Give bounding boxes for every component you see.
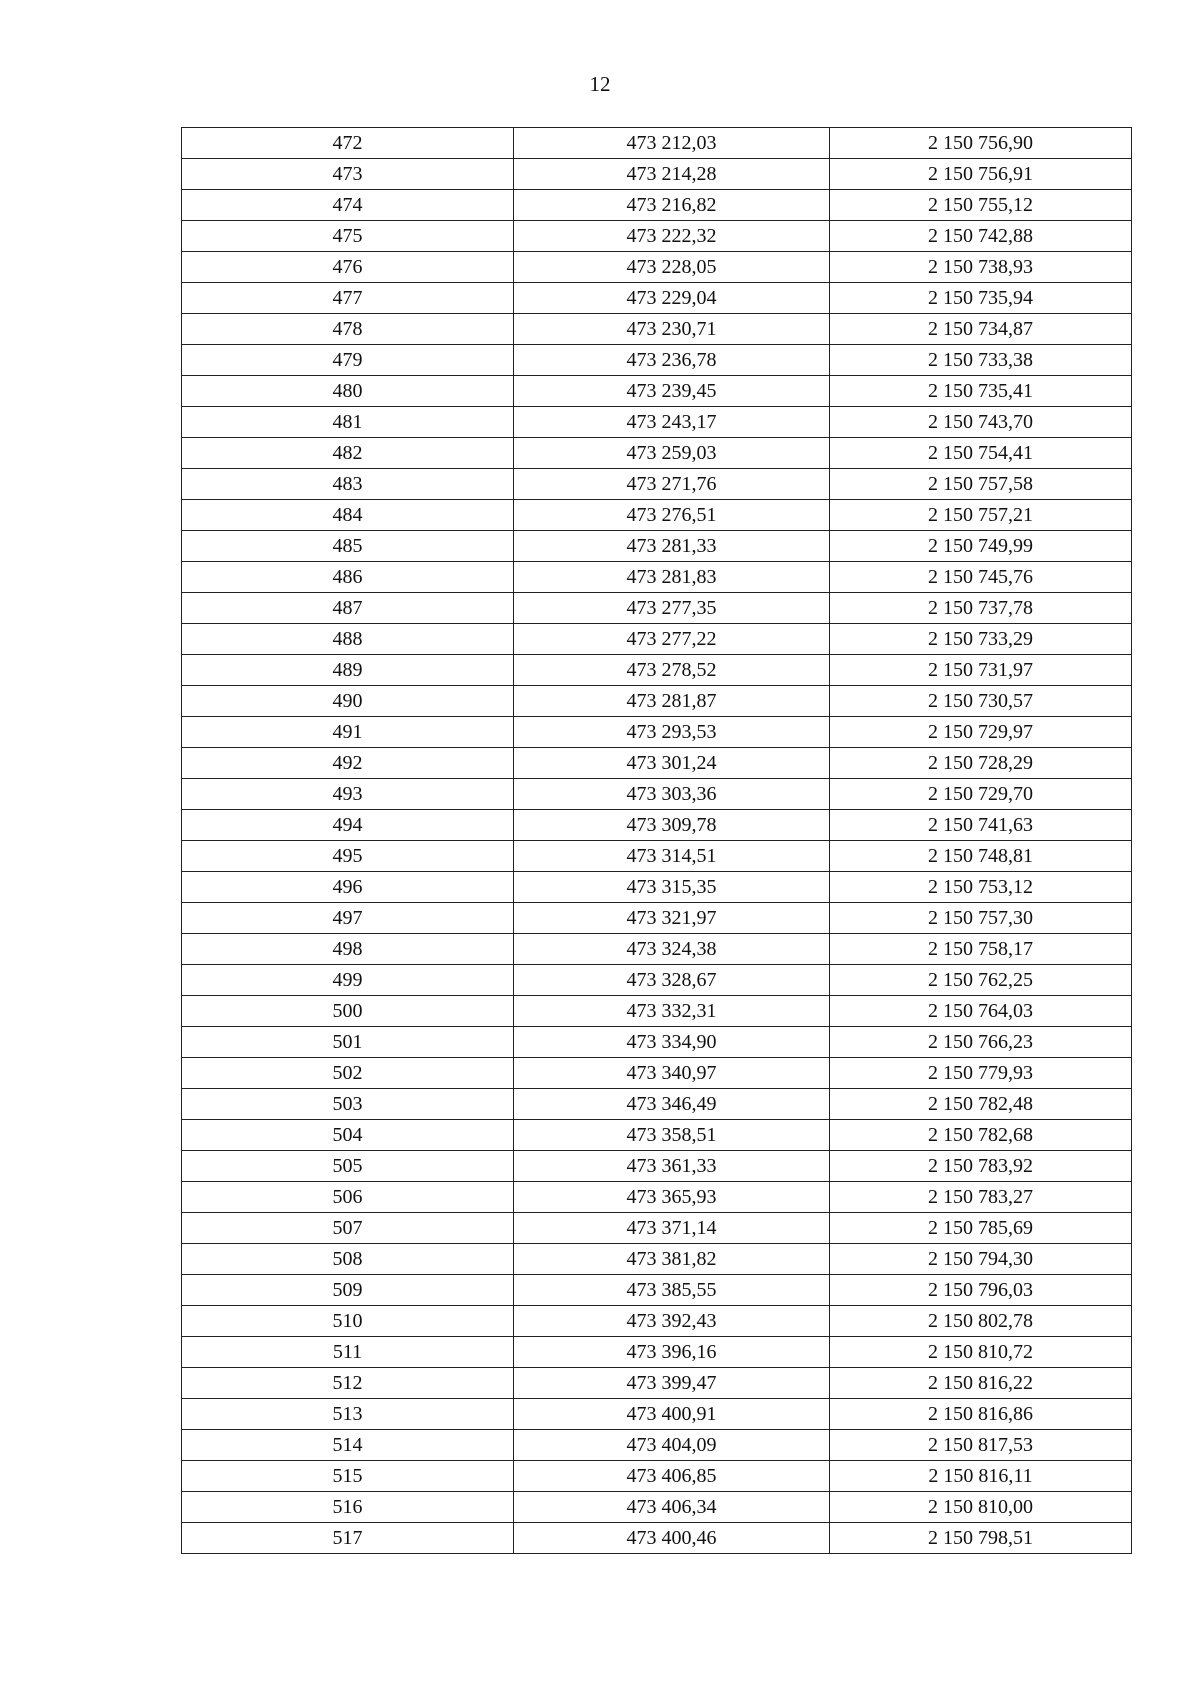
x-coordinate-cell: 473 277,22 xyxy=(514,624,830,655)
y-coordinate-cell: 2 150 757,30 xyxy=(830,903,1132,934)
point-number-cell: 506 xyxy=(182,1182,514,1213)
table-row xyxy=(182,1058,1132,1089)
point-number-cell: 500 xyxy=(182,996,514,1027)
y-coordinate-cell: 2 150 742,88 xyxy=(830,221,1132,252)
point-number-cell: 505 xyxy=(182,1151,514,1182)
point-number-cell: 477 xyxy=(182,283,514,314)
point-number-cell: 513 xyxy=(182,1399,514,1430)
point-number-cell: 504 xyxy=(182,1120,514,1151)
table-row xyxy=(182,562,1132,593)
table-row xyxy=(182,376,1132,407)
point-number-cell: 510 xyxy=(182,1306,514,1337)
table-row xyxy=(182,996,1132,1027)
table-row xyxy=(182,531,1132,562)
x-coordinate-cell: 473 277,35 xyxy=(514,593,830,624)
y-coordinate-cell: 2 150 816,11 xyxy=(830,1461,1132,1492)
table-row xyxy=(182,1213,1132,1244)
point-number-cell: 491 xyxy=(182,717,514,748)
y-coordinate-cell: 2 150 754,41 xyxy=(830,438,1132,469)
x-coordinate-cell: 473 276,51 xyxy=(514,500,830,531)
y-coordinate-cell: 2 150 743,70 xyxy=(830,407,1132,438)
x-coordinate-cell: 473 346,49 xyxy=(514,1089,830,1120)
point-number-cell: 487 xyxy=(182,593,514,624)
y-coordinate-cell: 2 150 783,92 xyxy=(830,1151,1132,1182)
point-number-cell: 473 xyxy=(182,159,514,190)
y-coordinate-cell: 2 150 810,72 xyxy=(830,1337,1132,1368)
table-row xyxy=(182,655,1132,686)
y-coordinate-cell: 2 150 816,22 xyxy=(830,1368,1132,1399)
y-coordinate-cell: 2 150 816,86 xyxy=(830,1399,1132,1430)
x-coordinate-cell: 473 400,91 xyxy=(514,1399,830,1430)
table-row xyxy=(182,190,1132,221)
y-coordinate-cell: 2 150 756,90 xyxy=(830,128,1132,159)
table-row xyxy=(182,841,1132,872)
table-row xyxy=(182,810,1132,841)
x-coordinate-cell: 473 230,71 xyxy=(514,314,830,345)
x-coordinate-cell: 473 281,87 xyxy=(514,686,830,717)
table-row xyxy=(182,252,1132,283)
x-coordinate-cell: 473 328,67 xyxy=(514,965,830,996)
x-coordinate-cell: 473 271,76 xyxy=(514,469,830,500)
y-coordinate-cell: 2 150 749,99 xyxy=(830,531,1132,562)
y-coordinate-cell: 2 150 810,00 xyxy=(830,1492,1132,1523)
x-coordinate-cell: 473 239,45 xyxy=(514,376,830,407)
table-row xyxy=(182,779,1132,810)
y-coordinate-cell: 2 150 785,69 xyxy=(830,1213,1132,1244)
y-coordinate-cell: 2 150 764,03 xyxy=(830,996,1132,1027)
point-number-cell: 497 xyxy=(182,903,514,934)
x-coordinate-cell: 473 381,82 xyxy=(514,1244,830,1275)
point-number-cell: 474 xyxy=(182,190,514,221)
table-row xyxy=(182,1244,1132,1275)
y-coordinate-cell: 2 150 735,41 xyxy=(830,376,1132,407)
point-number-cell: 509 xyxy=(182,1275,514,1306)
x-coordinate-cell: 473 406,34 xyxy=(514,1492,830,1523)
y-coordinate-cell: 2 150 794,30 xyxy=(830,1244,1132,1275)
point-number-cell: 476 xyxy=(182,252,514,283)
x-coordinate-cell: 473 334,90 xyxy=(514,1027,830,1058)
table-row xyxy=(182,469,1132,500)
table-row xyxy=(182,1275,1132,1306)
x-coordinate-cell: 473 281,33 xyxy=(514,531,830,562)
point-number-cell: 488 xyxy=(182,624,514,655)
point-number-cell: 517 xyxy=(182,1523,514,1554)
point-number-cell: 495 xyxy=(182,841,514,872)
point-number-cell: 503 xyxy=(182,1089,514,1120)
point-number-cell: 507 xyxy=(182,1213,514,1244)
table-row xyxy=(182,345,1132,376)
x-coordinate-cell: 473 236,78 xyxy=(514,345,830,376)
table-row xyxy=(182,872,1132,903)
x-coordinate-cell: 473 358,51 xyxy=(514,1120,830,1151)
y-coordinate-cell: 2 150 817,53 xyxy=(830,1430,1132,1461)
table-row xyxy=(182,438,1132,469)
table-row xyxy=(182,686,1132,717)
x-coordinate-cell: 473 281,83 xyxy=(514,562,830,593)
point-number-cell: 479 xyxy=(182,345,514,376)
point-number-cell: 475 xyxy=(182,221,514,252)
y-coordinate-cell: 2 150 748,81 xyxy=(830,841,1132,872)
y-coordinate-cell: 2 150 766,23 xyxy=(830,1027,1132,1058)
point-number-cell: 501 xyxy=(182,1027,514,1058)
table-row xyxy=(182,1523,1132,1554)
point-number-cell: 516 xyxy=(182,1492,514,1523)
table-row xyxy=(182,1461,1132,1492)
point-number-cell: 481 xyxy=(182,407,514,438)
y-coordinate-cell: 2 150 782,68 xyxy=(830,1120,1132,1151)
x-coordinate-cell: 473 406,85 xyxy=(514,1461,830,1492)
x-coordinate-cell: 473 214,28 xyxy=(514,159,830,190)
y-coordinate-cell: 2 150 734,87 xyxy=(830,314,1132,345)
point-number-cell: 478 xyxy=(182,314,514,345)
y-coordinate-cell: 2 150 729,70 xyxy=(830,779,1132,810)
x-coordinate-cell: 473 392,43 xyxy=(514,1306,830,1337)
point-number-cell: 512 xyxy=(182,1368,514,1399)
table-row xyxy=(182,1151,1132,1182)
table-row xyxy=(182,934,1132,965)
y-coordinate-cell: 2 150 796,03 xyxy=(830,1275,1132,1306)
x-coordinate-cell: 473 303,36 xyxy=(514,779,830,810)
x-coordinate-cell: 473 396,16 xyxy=(514,1337,830,1368)
point-number-cell: 499 xyxy=(182,965,514,996)
point-number-cell: 480 xyxy=(182,376,514,407)
table-row xyxy=(182,593,1132,624)
table-row xyxy=(182,717,1132,748)
x-coordinate-cell: 473 259,03 xyxy=(514,438,830,469)
y-coordinate-cell: 2 150 756,91 xyxy=(830,159,1132,190)
point-number-cell: 492 xyxy=(182,748,514,779)
x-coordinate-cell: 473 229,04 xyxy=(514,283,830,314)
table-row xyxy=(182,1120,1132,1151)
x-coordinate-cell: 473 216,82 xyxy=(514,190,830,221)
x-coordinate-cell: 473 212,03 xyxy=(514,128,830,159)
x-coordinate-cell: 473 315,35 xyxy=(514,872,830,903)
y-coordinate-cell: 2 150 729,97 xyxy=(830,717,1132,748)
table-row xyxy=(182,159,1132,190)
x-coordinate-cell: 473 404,09 xyxy=(514,1430,830,1461)
table-row xyxy=(182,1089,1132,1120)
table-row xyxy=(182,283,1132,314)
point-number-cell: 482 xyxy=(182,438,514,469)
x-coordinate-cell: 473 314,51 xyxy=(514,841,830,872)
point-number-cell: 511 xyxy=(182,1337,514,1368)
x-coordinate-cell: 473 301,24 xyxy=(514,748,830,779)
y-coordinate-cell: 2 150 733,29 xyxy=(830,624,1132,655)
x-coordinate-cell: 473 278,52 xyxy=(514,655,830,686)
y-coordinate-cell: 2 150 779,93 xyxy=(830,1058,1132,1089)
y-coordinate-cell: 2 150 753,12 xyxy=(830,872,1132,903)
y-coordinate-cell: 2 150 741,63 xyxy=(830,810,1132,841)
y-coordinate-cell: 2 150 733,38 xyxy=(830,345,1132,376)
x-coordinate-cell: 473 365,93 xyxy=(514,1182,830,1213)
table-row xyxy=(182,965,1132,996)
table-row xyxy=(182,903,1132,934)
table-row xyxy=(182,1430,1132,1461)
table-row xyxy=(182,221,1132,252)
x-coordinate-cell: 473 293,53 xyxy=(514,717,830,748)
x-coordinate-cell: 473 321,97 xyxy=(514,903,830,934)
point-number-cell: 486 xyxy=(182,562,514,593)
table-row xyxy=(182,1492,1132,1523)
point-number-cell: 496 xyxy=(182,872,514,903)
x-coordinate-cell: 473 340,97 xyxy=(514,1058,830,1089)
point-number-cell: 493 xyxy=(182,779,514,810)
y-coordinate-cell: 2 150 783,27 xyxy=(830,1182,1132,1213)
y-coordinate-cell: 2 150 802,78 xyxy=(830,1306,1132,1337)
point-number-cell: 472 xyxy=(182,128,514,159)
table-row xyxy=(182,407,1132,438)
y-coordinate-cell: 2 150 798,51 xyxy=(830,1523,1132,1554)
y-coordinate-cell: 2 150 762,25 xyxy=(830,965,1132,996)
x-coordinate-cell: 473 361,33 xyxy=(514,1151,830,1182)
y-coordinate-cell: 2 150 757,58 xyxy=(830,469,1132,500)
point-number-cell: 485 xyxy=(182,531,514,562)
x-coordinate-cell: 473 324,38 xyxy=(514,934,830,965)
point-number-cell: 508 xyxy=(182,1244,514,1275)
point-number-cell: 490 xyxy=(182,686,514,717)
y-coordinate-cell: 2 150 758,17 xyxy=(830,934,1132,965)
x-coordinate-cell: 473 309,78 xyxy=(514,810,830,841)
x-coordinate-cell: 473 399,47 xyxy=(514,1368,830,1399)
point-number-cell: 514 xyxy=(182,1430,514,1461)
point-number-cell: 489 xyxy=(182,655,514,686)
y-coordinate-cell: 2 150 745,76 xyxy=(830,562,1132,593)
x-coordinate-cell: 473 222,32 xyxy=(514,221,830,252)
coordinates-table-body xyxy=(182,128,1132,1554)
x-coordinate-cell: 473 332,31 xyxy=(514,996,830,1027)
table-row xyxy=(182,748,1132,779)
table-row xyxy=(182,624,1132,655)
table-row xyxy=(182,1027,1132,1058)
y-coordinate-cell: 2 150 738,93 xyxy=(830,252,1132,283)
x-coordinate-cell: 473 243,17 xyxy=(514,407,830,438)
x-coordinate-cell: 473 385,55 xyxy=(514,1275,830,1306)
y-coordinate-cell: 2 150 731,97 xyxy=(830,655,1132,686)
table-row xyxy=(182,500,1132,531)
table-row xyxy=(182,128,1132,159)
y-coordinate-cell: 2 150 735,94 xyxy=(830,283,1132,314)
point-number-cell: 498 xyxy=(182,934,514,965)
y-coordinate-cell: 2 150 737,78 xyxy=(830,593,1132,624)
table-row xyxy=(182,314,1132,345)
table-row xyxy=(182,1182,1132,1213)
point-number-cell: 484 xyxy=(182,500,514,531)
x-coordinate-cell: 473 371,14 xyxy=(514,1213,830,1244)
y-coordinate-cell: 2 150 782,48 xyxy=(830,1089,1132,1120)
x-coordinate-cell: 473 228,05 xyxy=(514,252,830,283)
point-number-cell: 502 xyxy=(182,1058,514,1089)
table-row xyxy=(182,1337,1132,1368)
point-number-cell: 483 xyxy=(182,469,514,500)
y-coordinate-cell: 2 150 755,12 xyxy=(830,190,1132,221)
y-coordinate-cell: 2 150 728,29 xyxy=(830,748,1132,779)
table-row xyxy=(182,1368,1132,1399)
page-number: 12 xyxy=(589,72,611,96)
y-coordinate-cell: 2 150 730,57 xyxy=(830,686,1132,717)
y-coordinate-cell: 2 150 757,21 xyxy=(830,500,1132,531)
table-row xyxy=(182,1306,1132,1337)
coordinates-table xyxy=(181,127,1132,1554)
x-coordinate-cell: 473 400,46 xyxy=(514,1523,830,1554)
point-number-cell: 515 xyxy=(182,1461,514,1492)
point-number-cell: 494 xyxy=(182,810,514,841)
table-row xyxy=(182,1399,1132,1430)
